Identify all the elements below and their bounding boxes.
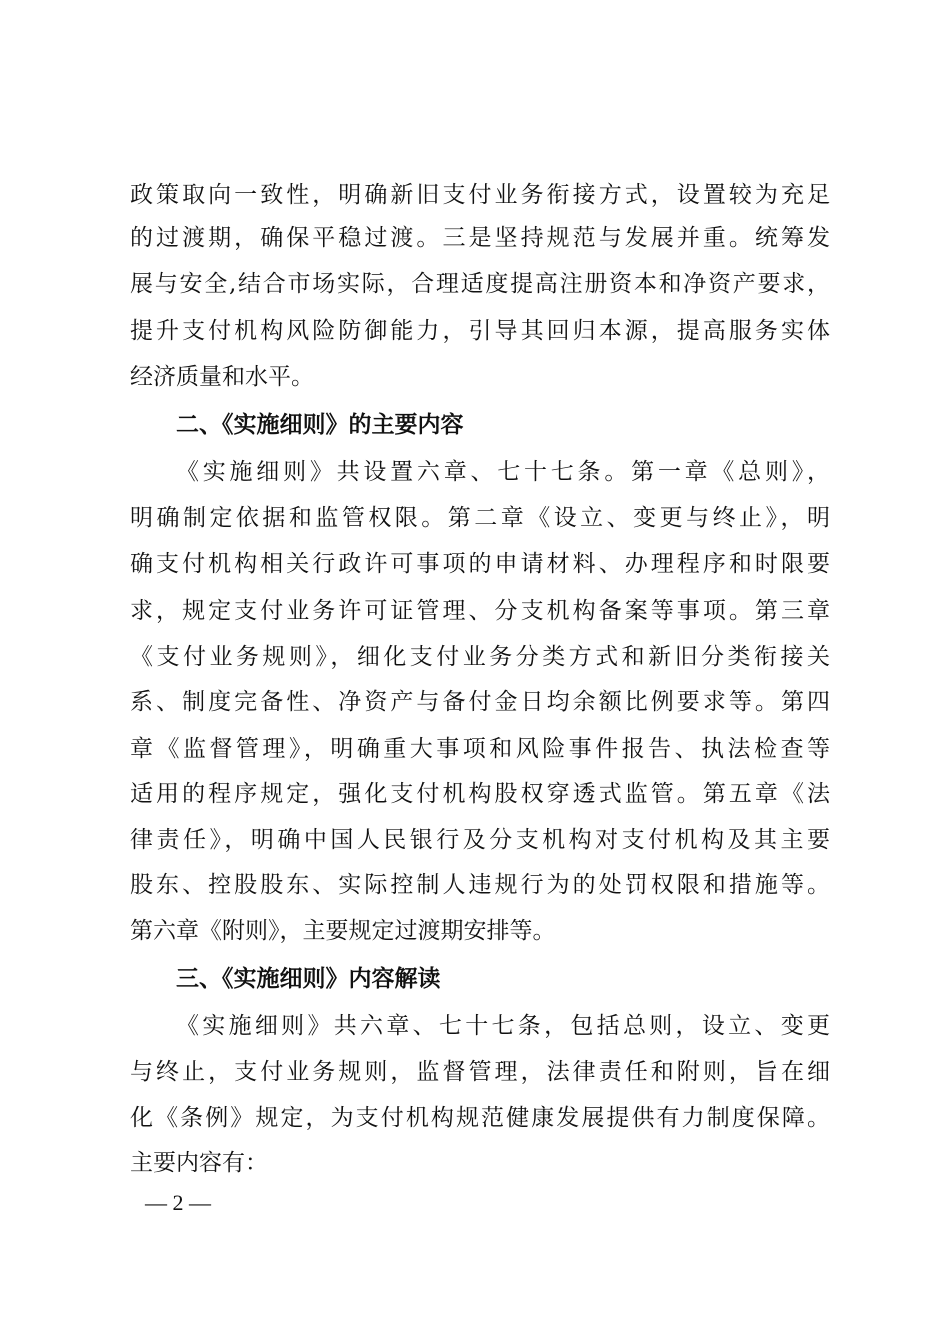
paragraph-2-line-2: 明确制定依据和监管权限。第二章《设立、变更与终止》，明 bbox=[130, 505, 830, 531]
paragraph-2-line-10: 股东、控股股东、实际控制人违规行为的处罚权限和措施等。 bbox=[130, 872, 830, 898]
paragraph-3-line-2: 与终止，支付业务规则，监督管理，法律责任和附则，旨在细 bbox=[130, 1059, 830, 1085]
paragraph-2-line-5: 《支付业务规则》，细化支付业务分类方式和新旧分类衔接关 bbox=[130, 644, 830, 670]
paragraph-1-line-2: 的过渡期，确保平稳过渡。三是坚持规范与发展并重。统筹发 bbox=[130, 225, 830, 251]
paragraph-2-line-9: 律责任》，明确中国人民银行及分支机构对支付机构及其主要 bbox=[130, 827, 830, 853]
paragraph-2-line-6: 系、制度完备性、净资产与备付金日均余额比例要求等。第四 bbox=[130, 689, 830, 715]
paragraph-2-line-1: 《实施细则》共设置六章、七十七条。第一章《总则》， bbox=[176, 459, 830, 485]
paragraph-2-line-3: 确支付机构相关行政许可事项的申请材料、办理程序和时限要 bbox=[130, 551, 830, 577]
paragraph-2-line-8: 适用的程序规定，强化支付机构股权穿透式监管。第五章《法 bbox=[130, 781, 830, 807]
paragraph-3-line-1: 《实施细则》共六章、七十七条，包括总则，设立、变更 bbox=[176, 1013, 830, 1039]
page-number: — 2 — bbox=[145, 1190, 211, 1215]
paragraph-3-line-3: 化《条例》规定，为支付机构规范健康发展提供有力制度保障。 bbox=[130, 1105, 830, 1131]
paragraph-1-line-5: 经济质量和水平。 bbox=[130, 364, 314, 390]
section-heading-3: 三、《实施细则》内容解读 bbox=[176, 966, 441, 992]
paragraph-1-line-3: 展与安全,结合市场实际，合理适度提高注册资本和净资产要求， bbox=[130, 271, 830, 297]
section-heading-2: 二、《实施细则》的主要内容 bbox=[176, 412, 464, 438]
paragraph-2-line-11: 第六章《附则》，主要规定过渡期安排等。 bbox=[130, 918, 556, 944]
paragraph-2-line-7: 章《监督管理》，明确重大事项和风险事件报告、执法检查等 bbox=[130, 736, 830, 762]
paragraph-2-line-4: 求，规定支付业务许可证管理、分支机构备案等事项。第三章 bbox=[130, 598, 830, 624]
paragraph-1-line-4: 提升支付机构风险防御能力，引导其回归本源，提高服务实体 bbox=[130, 318, 830, 344]
paragraph-3-line-4: 主要内容有： bbox=[130, 1150, 268, 1176]
paragraph-1-line-1: 政策取向一致性，明确新旧支付业务衔接方式，设置较为充足 bbox=[130, 182, 830, 208]
